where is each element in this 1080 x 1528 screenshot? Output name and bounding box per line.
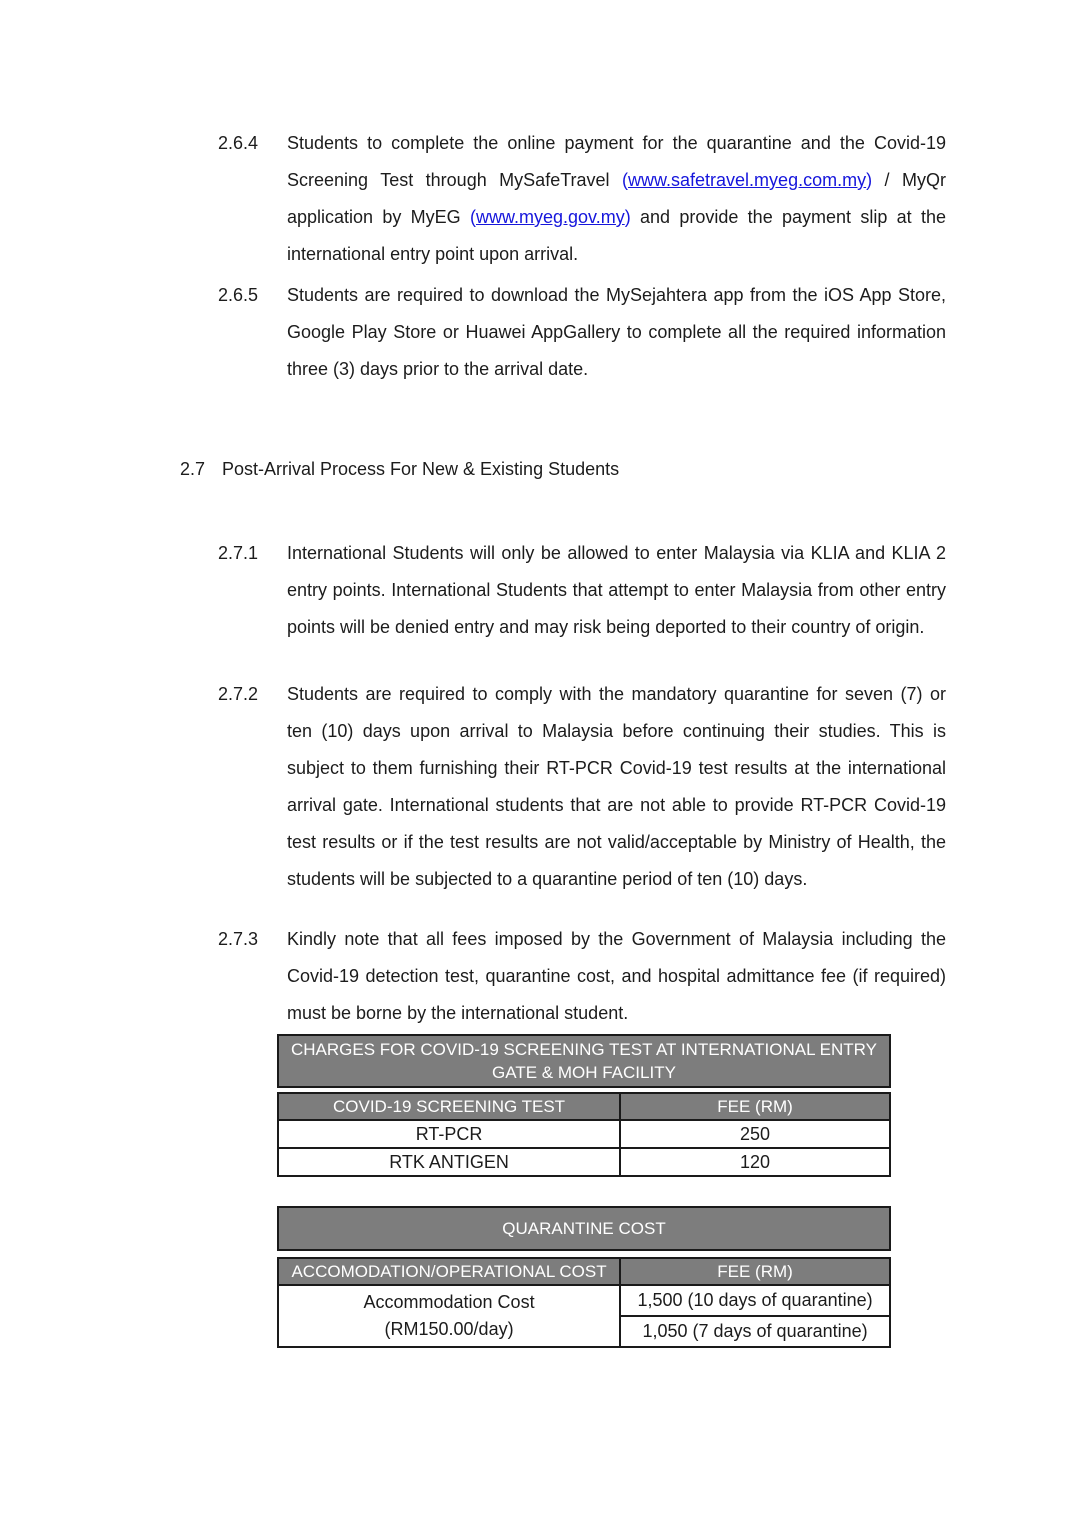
quarantine-table-title: QUARANTINE COST	[277, 1206, 891, 1251]
section-2-7-title: Post-Arrival Process For New & Existing Students	[222, 459, 620, 479]
text-segment: Students to complete the online payment for the quarantine and the Covid-19 Screening Test through MySafeTravel	[287, 133, 946, 190]
clause-2-7-3	[218, 921, 946, 1032]
text-segment: / MyQr application by MyEG	[287, 170, 946, 227]
clause-2-7-1	[218, 535, 946, 646]
charges-table-title-line1: CHARGES FOR COVID-19 SCREENING TEST AT INTERNATIONAL ENTRY	[291, 1040, 877, 1059]
paren: )	[866, 170, 873, 190]
fee-value-cell: 1,050 (7 days of quarantine)	[620, 1316, 890, 1347]
test-name-cell: RTK ANTIGEN	[278, 1148, 620, 1176]
paren: )	[624, 207, 631, 227]
clause-2-7-2-text: Students are required to comply with the mandatory quarantine for seven (7) or ten (10) days upon arrival to Malaysia before continuing their studies. This is subject to them furnishing their RT-PCR Covid-19 test results at the international arrival gate. International students that are not able to provide RT-PCR Covid-19 test results or if the test results are not valid/acceptable by Ministry of Health, the students will be subjected to a quarantine period of ten (10) days.	[287, 684, 946, 889]
table-row	[278, 1148, 890, 1176]
test-name-cell: RT-PCR	[278, 1120, 620, 1148]
fee-value-cell: 1,500 (10 days of quarantine)	[620, 1285, 890, 1316]
accommodation-cost-cell	[278, 1285, 620, 1347]
text-segment: and provide the payment slip at the international entry point upon arrival.	[287, 207, 947, 264]
safetravel-link[interactable]: www.safetravel.myeg.com.my	[628, 170, 867, 190]
table-row	[278, 1285, 890, 1316]
table-row	[278, 1120, 890, 1148]
charges-table-grid	[277, 1092, 891, 1177]
clause-2-7-3-text: Kindly note that all fees imposed by the Government of Malaysia including the Covid-19 detection test, quarantine cost, and hospital admittance fee (if required) must be borne by the international student.	[287, 929, 946, 1023]
charges-col-fee-header: FEE (RM)	[620, 1093, 890, 1120]
paren: (	[622, 170, 629, 190]
table-header-row	[278, 1258, 890, 1285]
accommodation-cost-line1: Accommodation Cost	[363, 1292, 535, 1312]
clause-2-6-5	[218, 277, 946, 388]
clause-2-6-5-number: 2.6.5	[218, 285, 259, 305]
quarantine-col-cost-header: ACCOMODATION/OPERATIONAL COST	[278, 1258, 620, 1285]
clause-2-6-5-text: Students are required to download the MySejahtera app from the iOS App Store, Google Play Store or Huawei AppGallery to complete all the required information three (3) days prior to the arrival date.	[287, 285, 946, 379]
charges-table-title	[277, 1034, 891, 1088]
section-2-7-number: 2.7	[180, 459, 206, 479]
paren: (	[470, 207, 476, 227]
charges-table-title-line2: GATE & MOH FACILITY	[492, 1063, 676, 1082]
quarantine-cost-table	[277, 1206, 891, 1348]
clause-2-6-4	[218, 125, 946, 273]
clause-2-7-3-number: 2.7.3	[218, 929, 259, 949]
clause-2-6-4-number: 2.6.4	[218, 133, 259, 153]
myeg-link[interactable]: www.myeg.gov.my	[476, 207, 625, 227]
clause-2-7-1-text: International Students will only be allowed to enter Malaysia via KLIA and KLIA 2 entry points. International Students that attempt to enter Malaysia from other entry points will be denied entry and may risk being deported to their country of origin.	[287, 543, 946, 637]
clause-2-7-2-number: 2.7.2	[218, 684, 259, 704]
fee-value-cell: 120	[620, 1148, 890, 1176]
quarantine-table-grid	[277, 1257, 891, 1348]
clause-2-6-4-text	[287, 125, 946, 273]
charges-col-test-header: COVID-19 SCREENING TEST	[278, 1093, 620, 1120]
charges-table	[277, 1034, 891, 1177]
accommodation-cost-line2: (RM150.00/day)	[384, 1319, 514, 1339]
clause-2-7-2	[218, 676, 946, 898]
fee-value-cell: 250	[620, 1120, 890, 1148]
section-2-7-heading	[180, 451, 946, 488]
quarantine-col-fee-header: FEE (RM)	[620, 1258, 890, 1285]
table-header-row	[278, 1093, 890, 1120]
clause-2-7-1-number: 2.7.1	[218, 543, 259, 563]
